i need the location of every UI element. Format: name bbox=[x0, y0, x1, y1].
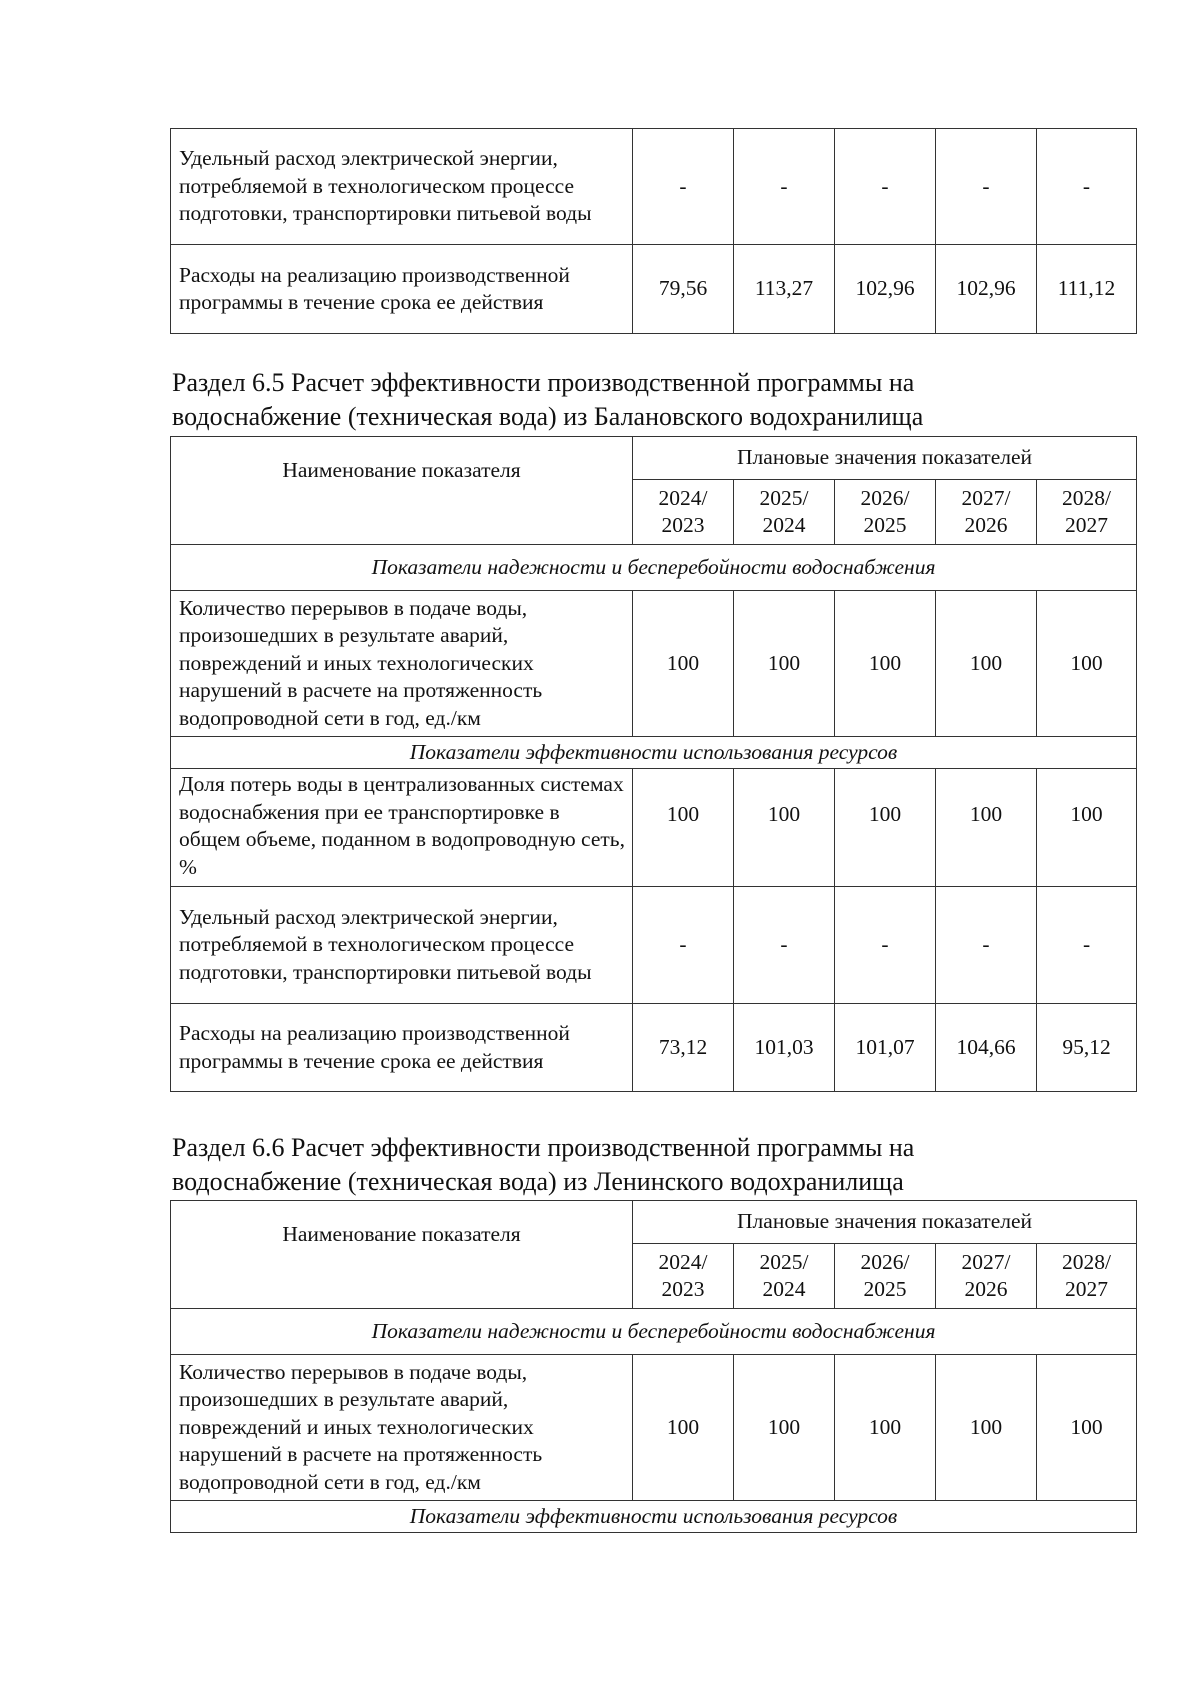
cell-value: - bbox=[936, 129, 1037, 245]
subheader-efficiency: Показатели эффективности использования ресурсов bbox=[171, 737, 1137, 769]
header-year: 2024/ 2023 bbox=[633, 480, 734, 545]
header-year: 2028/ 2027 bbox=[1037, 1244, 1137, 1309]
header-year: 2024/ 2023 bbox=[633, 1244, 734, 1309]
table-section-6-6 bbox=[170, 1200, 1137, 1533]
row-name: Расходы на реализацию производственной программы в течение срока ее действия bbox=[171, 1004, 633, 1092]
subheader-efficiency: Показатели эффективности использования ресурсов bbox=[171, 1501, 1137, 1533]
section-6-5-title bbox=[172, 366, 923, 434]
cell-value: 100 bbox=[734, 591, 835, 737]
row-name: Количество перерывов в подаче воды, произошедших в результате аварий, повреждений и иных технологических нарушений в расчете на протяженность водопроводной сети в год, ед./км bbox=[171, 591, 633, 737]
cell-value: 111,12 bbox=[1037, 245, 1137, 334]
header-row bbox=[171, 1201, 1137, 1244]
header-name-col: Наименование показателя bbox=[171, 437, 633, 545]
subheader-row bbox=[171, 545, 1137, 591]
table-row bbox=[171, 129, 1137, 245]
cell-value: 100 bbox=[1037, 591, 1137, 737]
cell-value: - bbox=[633, 887, 734, 1004]
header-planned: Плановые значения показателей bbox=[633, 1201, 1137, 1244]
table-row bbox=[171, 1355, 1137, 1501]
cell-value: - bbox=[734, 129, 835, 245]
title-line: Раздел 6.6 Расчет эффективности производственной программы на bbox=[172, 1133, 915, 1162]
header-year: 2025/ 2024 bbox=[734, 1244, 835, 1309]
cell-value: 100 bbox=[835, 769, 936, 887]
cell-value: 100 bbox=[1037, 769, 1137, 887]
row-name: Удельный расход электрической энергии, потребляемой в технологическом процессе подготовки, транспортировки питьевой воды bbox=[171, 129, 633, 245]
title-line: Раздел 6.5 Расчет эффективности производственной программы на bbox=[172, 368, 915, 397]
cell-value: 100 bbox=[936, 1355, 1037, 1501]
row-name: Доля потерь воды в централизованных системах водоснабжения при ее транспортировке в общем объеме, поданном в водопроводную сеть, % bbox=[171, 769, 633, 887]
cell-value: 100 bbox=[835, 1355, 936, 1501]
header-row bbox=[171, 437, 1137, 480]
cell-value: 100 bbox=[633, 1355, 734, 1501]
header-year: 2028/ 2027 bbox=[1037, 480, 1137, 545]
cell-value: - bbox=[1037, 887, 1137, 1004]
cell-value: 100 bbox=[835, 591, 936, 737]
cell-value: - bbox=[633, 129, 734, 245]
header-year: 2027/ 2026 bbox=[936, 1244, 1037, 1309]
cell-value: 101,07 bbox=[835, 1004, 936, 1092]
table-row bbox=[171, 1004, 1137, 1092]
header-year: 2026/ 2025 bbox=[835, 480, 936, 545]
header-year: 2025/ 2024 bbox=[734, 480, 835, 545]
cell-value: - bbox=[835, 887, 936, 1004]
cell-value: 101,03 bbox=[734, 1004, 835, 1092]
cell-value: 95,12 bbox=[1037, 1004, 1137, 1092]
cell-value: 100 bbox=[734, 769, 835, 887]
cell-value: 100 bbox=[734, 1355, 835, 1501]
header-year: 2026/ 2025 bbox=[835, 1244, 936, 1309]
table-section-6-5 bbox=[170, 436, 1137, 1092]
row-name: Расходы на реализацию производственной программы в течение срока ее действия bbox=[171, 245, 633, 334]
cell-value: 79,56 bbox=[633, 245, 734, 334]
table-continuation bbox=[170, 128, 1137, 334]
cell-value: 100 bbox=[1037, 1355, 1137, 1501]
subheader-row bbox=[171, 737, 1137, 769]
title-line: водоснабжение (техническая вода) из Балановского водохранилища bbox=[172, 402, 924, 431]
cell-value: 102,96 bbox=[936, 245, 1037, 334]
header-planned: Плановые значения показателей bbox=[633, 437, 1137, 480]
section-6-6-title bbox=[172, 1131, 914, 1199]
header-name-col: Наименование показателя bbox=[171, 1201, 633, 1309]
title-line: водоснабжение (техническая вода) из Ленинского водохранилища bbox=[172, 1167, 904, 1196]
header-year: 2027/ 2026 bbox=[936, 480, 1037, 545]
table-row bbox=[171, 591, 1137, 737]
row-name: Количество перерывов в подаче воды, произошедших в результате аварий, повреждений и иных технологических нарушений в расчете на протяженность водопроводной сети в год, ед./км bbox=[171, 1355, 633, 1501]
cell-value: 113,27 bbox=[734, 245, 835, 334]
subheader-row bbox=[171, 1309, 1137, 1355]
subheader-reliability: Показатели надежности и бесперебойности водоснабжения bbox=[171, 1309, 1137, 1355]
row-name: Удельный расход электрической энергии, потребляемой в технологическом процессе подготовки, транспортировки питьевой воды bbox=[171, 887, 633, 1004]
table-row bbox=[171, 887, 1137, 1004]
cell-value: - bbox=[835, 129, 936, 245]
cell-value: 102,96 bbox=[835, 245, 936, 334]
table-row bbox=[171, 769, 1137, 887]
cell-value: 73,12 bbox=[633, 1004, 734, 1092]
cell-value: - bbox=[936, 887, 1037, 1004]
cell-value: 100 bbox=[936, 769, 1037, 887]
subheader-row bbox=[171, 1501, 1137, 1533]
cell-value: 100 bbox=[633, 591, 734, 737]
subheader-reliability: Показатели надежности и бесперебойности водоснабжения bbox=[171, 545, 1137, 591]
cell-value: - bbox=[1037, 129, 1137, 245]
cell-value: 104,66 bbox=[936, 1004, 1037, 1092]
cell-value: 100 bbox=[633, 769, 734, 887]
cell-value: - bbox=[734, 887, 835, 1004]
cell-value: 100 bbox=[936, 591, 1037, 737]
table-row bbox=[171, 245, 1137, 334]
